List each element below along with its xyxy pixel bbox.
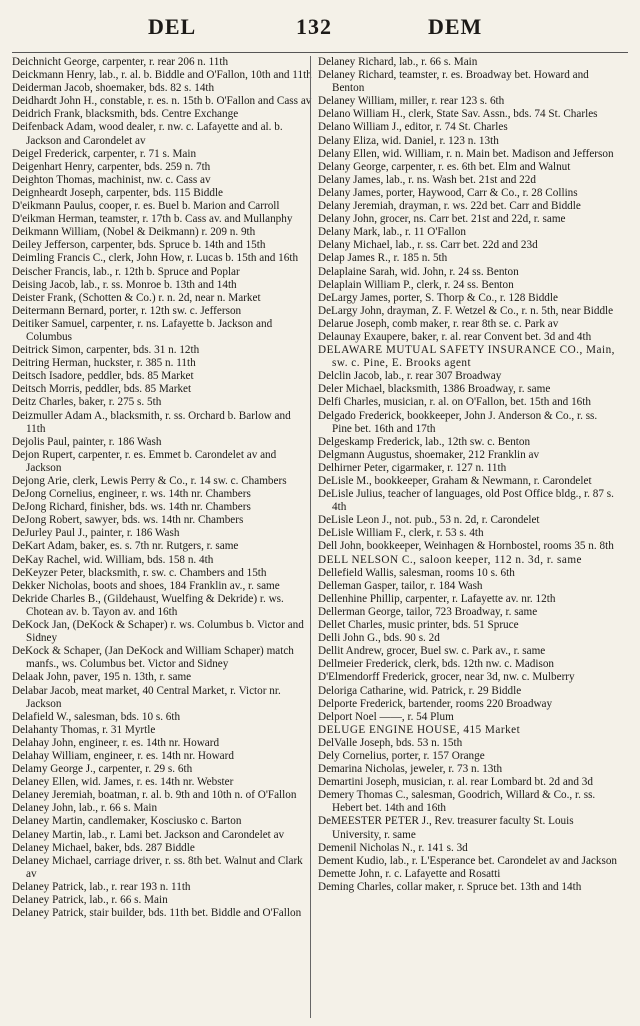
- directory-entry: Delaney Michael, baker, bds. 287 Biddle: [12, 841, 195, 854]
- directory-entry: DeLargy John, drayman, Z. F. Wetzel & Co., r. n. 5th, near Biddle: [318, 304, 614, 317]
- right-column: [318, 56, 618, 894]
- page-number: 132: [296, 14, 332, 39]
- directory-entry: Dekride Charles B., (Gildehaust, Wuelfing & Dekride) r. ws. Chotean av. b. Tayon av. and 16th: [12, 592, 284, 618]
- directory-entry: Delany John, grocer, ns. Carr bet. 21st and 22d, r. same: [318, 213, 566, 226]
- directory-entry: Delhirner Peter, cigarmaker, r. 127 n. 11th: [318, 461, 507, 474]
- directory-entry: Deloriga Catharine, wid. Patrick, r. 29 Biddle: [318, 684, 522, 697]
- directory-entry: DeKeyzer Peter, blacksmith, r. sw. c. Chambers and 15th: [12, 566, 267, 579]
- directory-entry: Dellenhine Phillip, carpenter, r. Lafayette av. nr. 12th: [318, 592, 556, 605]
- directory-entry: Dellit Andrew, grocer, Buel sw. c. Park av., r. same: [318, 645, 546, 658]
- directory-entry: Demartini Joseph, musician, r. al. rear Lombard bt. 2d and 3d: [318, 776, 593, 789]
- directory-entry: Delaney Martin, candlemaker, Kosciusko c. Barton: [12, 815, 242, 828]
- directory-entry: Deiderman Jacob, shoemaker, bds. 82 s. 14th: [12, 82, 215, 95]
- directory-entry: D'eikmann Paulus, cooper, r. es. Buel b. Marion and Carroll: [12, 200, 280, 213]
- directory-entry: Delgeskamp Frederick, lab., 12th sw. c. Benton: [318, 435, 531, 448]
- directory-entry: Deitring Herman, huckster, r. 385 n. 11th: [12, 357, 196, 370]
- directory-entry: Deming Charles, collar maker, r. Spruce bet. 13th and 14th: [318, 880, 582, 893]
- directory-entry: Delap James R., r. 185 n. 5th: [318, 252, 448, 265]
- directory-entry: Dellerman George, tailor, 723 Broadway, r. same: [318, 605, 538, 618]
- directory-entry: Delano William H., clerk, State Sav. Assn., bds. 74 St. Charles: [318, 108, 598, 121]
- directory-entry: Delany Jeremiah, drayman, r. ws. 22d bet. Carr and Biddle: [318, 200, 581, 213]
- directory-entry: Delafield W., salesman, bds. 10 s. 6th: [12, 710, 181, 723]
- directory-entry: Deitermann Bernard, porter, r. 12th sw. c. Jefferson: [12, 304, 242, 317]
- directory-entry: Dellmeier Frederick, clerk, bds. 12th nw. c. Madison: [318, 658, 555, 671]
- directory-entry: Deidrich Frank, blacksmith, bds. Centre Exchange: [12, 108, 239, 121]
- directory-entry: Delaney Patrick, stair builder, bds. 11th bet. Biddle and O'Fallon: [12, 907, 302, 920]
- directory-entry: DeKay Rachel, wid. William, bds. 158 n. 4th: [12, 553, 214, 566]
- directory-entry: DeKock & Schaper, (Jan DeKock and William Schaper) match manfs., ws. Columbus bet. Victor and Sidney: [12, 645, 294, 671]
- directory-entry: Deimling Francis C., clerk, John How, r. Lucas b. 15th and 16th: [12, 252, 299, 265]
- directory-entry: Delaplaine Sarah, wid. John, r. 24 ss. Benton: [318, 265, 519, 278]
- directory-entry: Delano William J., editor, r. 74 St. Charles: [318, 121, 508, 134]
- directory-entry: DelValle Joseph, bds. 53 n. 15th: [318, 736, 463, 749]
- directory-entry: DELL NELSON C., saloon keeper, 112 n. 3d, r. same: [318, 553, 583, 566]
- page-header: [0, 14, 640, 48]
- directory-entry: Delaney William, miller, r. rear 123 s. 6th: [318, 95, 505, 108]
- directory-entry: Delahay John, engineer, r. es. 14th nr. Howard: [12, 736, 220, 749]
- directory-entry: Dejolis Paul, painter, r. 186 Wash: [12, 435, 162, 448]
- directory-entry: Delaney Patrick, lab., r. rear 193 n. 11th: [12, 880, 191, 893]
- directory-entry: Delarue Joseph, comb maker, r. rear 8th se. c. Park av: [318, 317, 559, 330]
- directory-entry: D'Elmendorff Frederick, grocer, near 3d, nw. c. Mulberry: [318, 671, 575, 684]
- directory-entry: Delany Mark, lab., r. 11 O'Fallon: [318, 226, 466, 239]
- directory-entry: Delaney Martin, lab., r. Lami bet. Jackson and Carondelet av: [12, 828, 285, 841]
- directory-entry: Delgado Frederick, bookkeeper, John J. Anderson & Co., r. ss. Pine bet. 16th and 17th: [318, 409, 598, 435]
- directory-entry: Deitrick Simon, carpenter, bds. 31 n. 12th: [12, 344, 200, 357]
- header-rule: [12, 52, 628, 53]
- directory-entry: Delaney John, lab., r. 66 s. Main: [12, 802, 158, 815]
- directory-entry: Dellefield Wallis, salesman, rooms 10 s. 6th: [318, 566, 515, 579]
- directory-entry: Delaney Jeremiah, boatman, r. al. b. 9th and 10th n. of O'Fallon: [12, 789, 297, 802]
- directory-entry: Demery Thomas C., salesman, Goodrich, Willard & Co., r. ss. Hebert bet. 14th and 16th: [318, 789, 596, 815]
- directory-entry: Delahanty Thomas, r. 31 Myrtle: [12, 723, 156, 736]
- directory-entry: Dement Kudio, lab., r. L'Esperance bet. Carondelet av and Jackson: [318, 854, 618, 867]
- directory-entry: Deischer Francis, lab., r. 12th b. Spruce and Poplar: [12, 265, 240, 278]
- directory-entry: DeJong Cornelius, engineer, r. ws. 14th nr. Chambers: [12, 488, 251, 501]
- directory-entry: D'eikman Herman, teamster, r. 17th b. Cass av. and Mullanphy: [12, 213, 293, 226]
- directory-entry: Delaney Michael, carriage driver, r. ss. 8th bet. Walnut and Clark av: [12, 854, 303, 880]
- directory-entry: Delleman Gasper, tailor, r. 184 Wash: [318, 579, 483, 592]
- directory-entry: DeKock Jan, (DeKock & Schaper) r. ws. Columbus b. Victor and Sidney: [12, 619, 304, 645]
- directory-entry: Deikmann William, (Nobel & Deikmann) r. 209 n. 9th: [12, 226, 256, 239]
- directory-entry: DELUGE ENGINE HOUSE, 415 Market: [318, 723, 521, 736]
- header-left-guide: DEL: [148, 14, 197, 39]
- directory-entry: Delany Eliza, wid. Daniel, r. 123 n. 13th: [318, 134, 499, 147]
- directory-entry: Deler Michael, blacksmith, 1386 Broadway, r. same: [318, 383, 551, 396]
- directory-entry: DELAWARE MUTUAL SAFETY INSURANCE CO., Main, sw. c. Pine, E. Brooks agent: [318, 344, 615, 370]
- directory-entry: Deifenback Adam, wood dealer, r. nw. c. Lafayette and al. b. Jackson and Carondelet av: [12, 121, 283, 147]
- directory-entry: Delaunay Exaupere, baker, r. al. rear Convent bet. 3d and 4th: [318, 330, 592, 343]
- directory-entry: DeLisle M., bookkeeper, Graham & Newmann, r. Carondelet: [318, 475, 592, 487]
- directory-entry: Delaney Patrick, lab., r. 66 s. Main: [12, 894, 168, 906]
- directory-entry: Demenil Nicholas N., r. 141 s. 3d: [318, 841, 468, 854]
- directory-entry: Deighton Thomas, machinist, nw. c. Cass av: [12, 173, 211, 186]
- directory-entry: Delamy George J., carpenter, r. 29 s. 6th: [12, 763, 193, 776]
- directory-entry: Delaney Richard, teamster, r. es. Broadway bet. Howard and Benton: [318, 69, 589, 95]
- directory-entry: Deidhardt John H., constable, r. es. n. 15th b. O'Fallon and Cass av: [12, 95, 312, 108]
- column-divider: [310, 56, 311, 1018]
- directory-entry: Dell John, bookkeeper, Weinhagen & Hornbostel, rooms 35 n. 8th: [318, 540, 614, 553]
- directory-entry: Dekker Nicholas, boots and shoes, 184 Franklin av., r. same: [12, 579, 280, 592]
- directory-entry: Delclin Jacob, lab., r. rear 307 Broadway: [318, 370, 502, 383]
- directory-entry: Deignheardt Joseph, carpenter, bds. 115 Biddle: [12, 186, 224, 199]
- directory-entry: DeLargy James, porter, S. Thorp & Co., r. 128 Biddle: [318, 291, 558, 304]
- directory-entry: Delaplain William P., clerk, r. 24 ss. Benton: [318, 278, 514, 291]
- directory-entry: DeJong Robert, sawyer, bds. ws. 14th nr. Chambers: [12, 514, 244, 527]
- directory-entry: Deitz Charles, baker, r. 275 s. 5th: [12, 396, 162, 409]
- directory-entry: Demette John, r. c. Lafayette and Rosatti: [318, 867, 501, 880]
- directory-entry: Deigel Frederick, carpenter, r. 71 s. Main: [12, 147, 197, 160]
- directory-entry: DeMEESTER PETER J., Rev. treasurer faculty St. Louis University, r. same: [318, 815, 574, 841]
- left-column: [12, 56, 312, 920]
- directory-entry: DeLisle Leon J., not. pub., 53 n. 2d, r. Carondelet: [318, 514, 540, 527]
- directory-entry: Dejon Rupert, carpenter, r. es. Emmet b. Carondelet av and Jackson: [12, 448, 277, 474]
- directory-entry: Deister Frank, (Schotten & Co.) r. n. 2d, near n. Market: [12, 291, 261, 304]
- directory-entry: Delaak John, paver, 195 n. 13th, r. same: [12, 671, 192, 684]
- header-right-guide: DEM: [428, 14, 483, 39]
- directory-entry: Delabar Jacob, meat market, 40 Central Market, r. Victor nr. Jackson: [12, 684, 281, 710]
- directory-entry: Delany Ellen, wid. William, r. n. Main bet. Madison and Jefferson: [318, 147, 614, 160]
- directory-entry: Deizmuller Adam A., blacksmith, r. ss. Orchard b. Barlow and 11th: [12, 409, 291, 435]
- directory-entry: Delaney Ellen, wid. James, r. es. 14th nr. Webster: [12, 776, 234, 789]
- directory-entry: DeJurley Paul J., painter, r. 186 Wash: [12, 527, 180, 540]
- directory-entry: Delporte Frederick, bartender, rooms 220 Broadway: [318, 697, 553, 710]
- directory-entry: Delgmann Augustus, shoemaker, 212 Franklin av: [318, 448, 540, 461]
- directory-entry: DeLisle William F., clerk, r. 53 s. 4th: [318, 527, 484, 540]
- directory-entry: Dellet Charles, music printer, bds. 51 Spruce: [318, 619, 519, 632]
- directory-entry: Deitiker Samuel, carpenter, r. ns. Lafayette b. Jackson and Columbus: [12, 317, 273, 343]
- directory-entry: Delaney Richard, lab., r. 66 s. Main: [318, 56, 478, 68]
- directory-entry: Delany James, porter, Haywood, Carr & Co., r. 28 Collins: [318, 186, 578, 199]
- directory-entry: Deichnicht George, carpenter, r. rear 206 n. 11th: [12, 56, 229, 68]
- directory-entry: Dejong Arie, clerk, Lewis Perry & Co., r. 14 sw. c. Chambers: [12, 475, 287, 487]
- directory-entry: Delahay William, engineer, r. es. 14th nr. Howard: [12, 749, 234, 762]
- directory-entry: Deigenhart Henry, carpenter, bds. 259 n. 7th: [12, 160, 211, 173]
- directory-entry: Delport Noel ——, r. 54 Plum: [318, 710, 454, 723]
- directory-entry: Deiley Jefferson, carpenter, bds. Spruce b. 14th and 15th: [12, 239, 266, 252]
- directory-entry: Deitsch Morris, peddler, bds. 85 Market: [12, 383, 192, 396]
- directory-entry: Dely Cornelius, porter, r. 157 Orange: [318, 749, 485, 762]
- directory-entry: Delfi Charles, musician, r. al. on O'Fallon, bet. 15th and 16th: [318, 396, 591, 409]
- directory-entry: Delany James, lab., r. ns. Wash bet. 21st and 22d: [318, 173, 536, 186]
- directory-entry: Delany George, carpenter, r. es. 6th bet. Elm and Walnut: [318, 160, 571, 173]
- directory-entry: DeLisle Julius, teacher of languages, old Post Office bldg., r. 87 s. 4th: [318, 488, 614, 514]
- directory-entry: DeJong Richard, finisher, bds. ws. 14th nr. Chambers: [12, 501, 251, 514]
- directory-entry: DeKart Adam, baker, es. s. 7th nr. Rutgers, r. same: [12, 540, 239, 553]
- directory-entry: Delany Michael, lab., r. ss. Carr bet. 22d and 23d: [318, 239, 538, 252]
- directory-entry: Delli John G., bds. 90 s. 2d: [318, 632, 440, 645]
- directory-entry: Demarina Nicholas, jeweler, r. 73 n. 13th: [318, 763, 503, 776]
- directory-entry: Deising Jacob, lab., r. ss. Monroe b. 13th and 14th: [12, 278, 237, 291]
- directory-entry: Deickmann Henry, lab., r. al. b. Biddle and O'Fallon, 10th and 11th: [12, 69, 312, 82]
- directory-entry: Deitsch Isadore, peddler, bds. 85 Market: [12, 370, 194, 383]
